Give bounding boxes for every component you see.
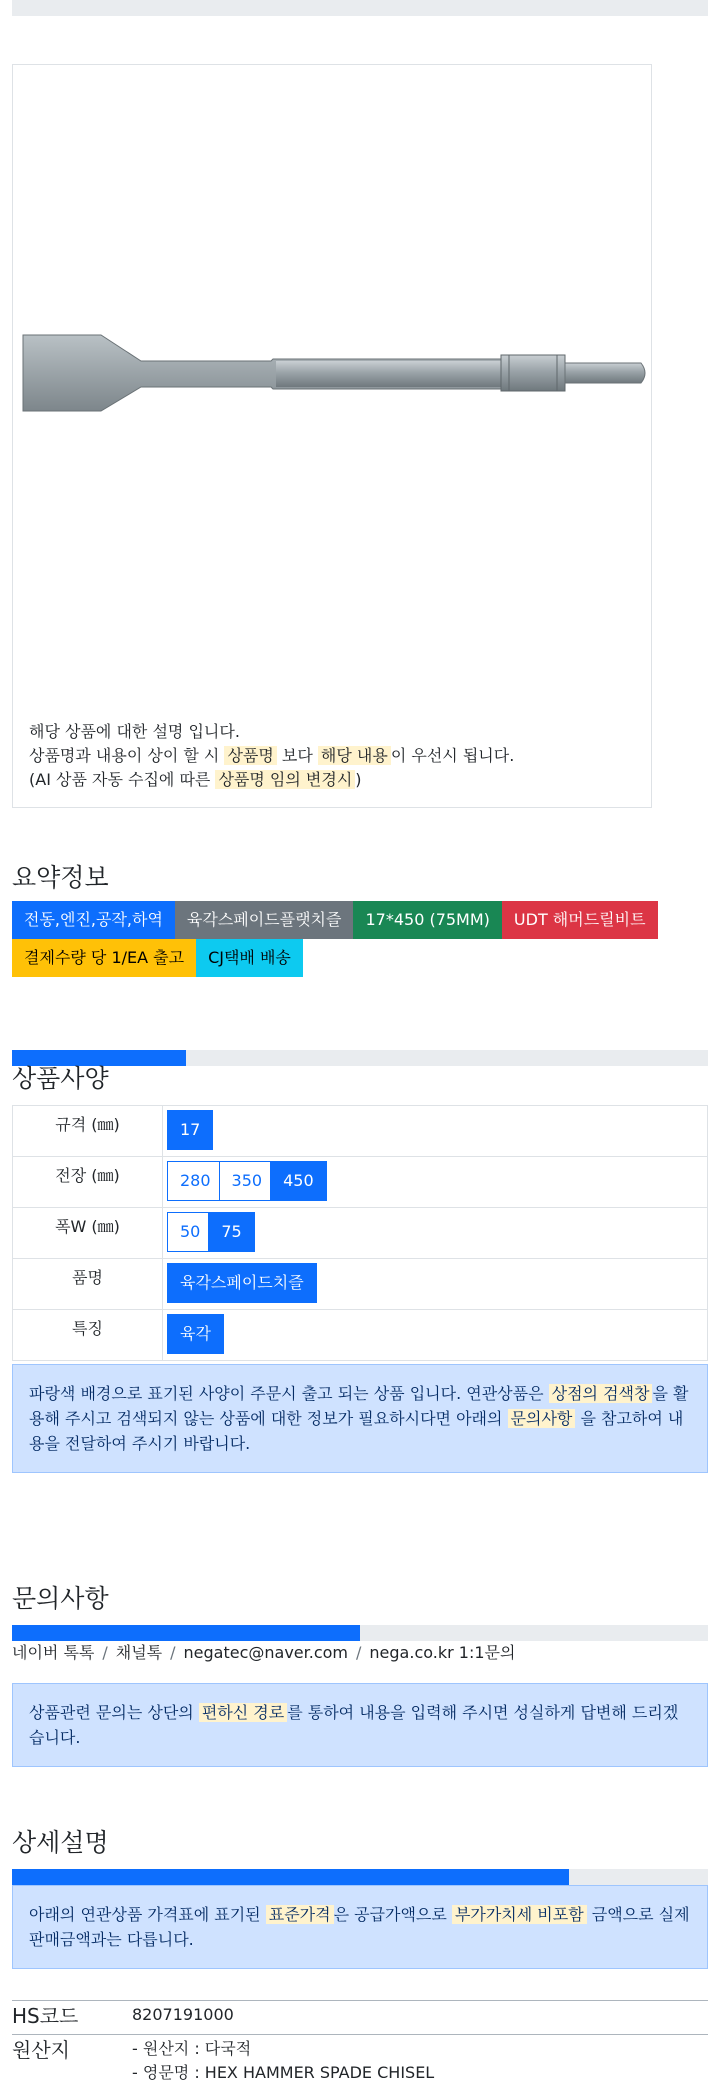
- highlight: 편하신 경로: [199, 1703, 287, 1722]
- inquiry-title: 문의사항: [12, 1584, 109, 1613]
- highlight: 상점의 검색창: [549, 1384, 653, 1403]
- spec-notice: [12, 1364, 708, 1473]
- notice-text: 상품관련 문의는 상단의: [29, 1703, 199, 1722]
- desc-line-1: 해당 상품에 대한 설명 입니다.: [29, 722, 240, 741]
- desc-line-3: [29, 768, 514, 792]
- summary-progress: [12, 1050, 708, 1066]
- notice-text: 파랑색 배경으로 표기된 사양이 주문시 출고 되는 상품 입니다. 연관상품은: [29, 1384, 549, 1403]
- spec-options: [163, 1106, 708, 1157]
- origin-label: 원산지: [12, 2038, 70, 2062]
- notice-text: 을 활용해 주시고 검색되지 않는 상품에 대한 정보가 필요하시다면 아래의: [29, 1384, 689, 1428]
- notice-text: 을 참고하여 내용을 전달하여 주시기 바랍니다.: [29, 1409, 684, 1453]
- notice-text: 를 통하여 내용을 입력해 주시면 성실하게 답변해 드리겠습니다.: [29, 1703, 679, 1747]
- highlight: 표준가격: [266, 1905, 334, 1924]
- hs-code-label: HS코드: [12, 2004, 79, 2028]
- detail-progress: [12, 1869, 708, 1885]
- spec-options: [163, 1208, 708, 1259]
- hs-code-row: [12, 2000, 708, 2031]
- summary-badge: 17*450 (75MM): [353, 901, 501, 939]
- contact-link[interactable]: 네이버 톡톡: [12, 1643, 95, 1662]
- spec-table: [12, 1105, 708, 1361]
- desc-text: 보다: [276, 746, 318, 765]
- breadcrumb-separator: /: [102, 1643, 108, 1662]
- product-image-box: [12, 64, 652, 808]
- product-description: [29, 720, 514, 792]
- highlight: 문의사항: [508, 1409, 576, 1428]
- hs-code-value: 8207191000: [132, 2005, 234, 2024]
- notice-text: 은 공급가액으로: [333, 1905, 452, 1924]
- spec-options: [163, 1259, 708, 1310]
- spec-option-button[interactable]: 17: [167, 1110, 213, 1150]
- detail-progress-fill: [12, 1869, 569, 1885]
- origin-row: [12, 2034, 708, 2082]
- contact-link[interactable]: negatec@naver.com: [183, 1643, 349, 1662]
- notice-text: 금액으로 실제 판매금액과는 다릅니다.: [29, 1905, 690, 1949]
- summary-badges: [12, 901, 712, 977]
- english-name-line: - 영문명 : HEX HAMMER SPADE CHISEL: [132, 2063, 435, 2082]
- spec-row: [13, 1310, 708, 1361]
- summary-badge: 전동,엔진,공작,하역: [12, 901, 175, 939]
- spec-options: [163, 1157, 708, 1208]
- highlight: 상품명: [224, 746, 276, 765]
- spec-row: [13, 1157, 708, 1208]
- contact-link[interactable]: nega.co.kr 1:1문의: [369, 1643, 516, 1662]
- spec-option-button[interactable]: 450: [270, 1161, 327, 1201]
- desc-text: 상품명과 내용이 상이 할 시: [29, 746, 225, 765]
- spec-option-button[interactable]: 50: [167, 1212, 213, 1252]
- summary-badge: 결제수량 당 1/EA 출고: [12, 939, 196, 977]
- highlight: 해당 내용: [318, 746, 391, 765]
- breadcrumb-separator: /: [356, 1643, 362, 1662]
- inquiry-notice: [12, 1683, 708, 1767]
- spade-chisel-image: [21, 325, 653, 425]
- desc-line-2: [29, 744, 514, 768]
- spec-table-wrap: [12, 1105, 708, 1361]
- spec-title: 상품사양: [12, 1064, 109, 1093]
- top-progress-bar: [12, 0, 708, 16]
- origin-line: - 원산지 : 다국적: [132, 2039, 252, 2058]
- detail-notice: [12, 1885, 708, 1969]
- spec-option-button[interactable]: 350: [219, 1161, 276, 1201]
- highlight: 상품명 임의 변경시: [215, 770, 355, 789]
- desc-text: (AI 상품 자동 수집에 따른: [29, 770, 216, 789]
- contact-link[interactable]: 채널톡: [115, 1643, 163, 1662]
- notice-text: 아래의 연관상품 가격표에 표기된: [29, 1905, 266, 1924]
- spec-option-button[interactable]: 육각스페이드치즐: [167, 1263, 317, 1303]
- breadcrumb-separator: /: [170, 1643, 176, 1662]
- origin-values: [132, 2035, 435, 2082]
- spec-option-button[interactable]: 육각: [167, 1314, 224, 1354]
- spec-row: [13, 1208, 708, 1259]
- summary-badge: UDT 해머드릴비트: [502, 901, 658, 939]
- spec-options: [163, 1310, 708, 1361]
- desc-text: ): [355, 770, 362, 789]
- spec-option-button[interactable]: 280: [167, 1161, 224, 1201]
- spec-row: [13, 1106, 708, 1157]
- summary-badge: 육각스페이드플랫치즐: [175, 901, 354, 939]
- desc-text: 이 우선시 됩니다.: [390, 746, 515, 765]
- spec-label: 품명: [13, 1259, 163, 1310]
- inquiry-progress: [12, 1625, 708, 1641]
- summary-title: 요약정보: [12, 863, 109, 892]
- inquiry-progress-fill: [12, 1625, 360, 1641]
- spec-label: 규격 (㎜): [13, 1106, 163, 1157]
- contact-links: [12, 1641, 515, 1665]
- spec-label: 특징: [13, 1310, 163, 1361]
- spec-row: [13, 1259, 708, 1310]
- spec-label: 폭W (㎜): [13, 1208, 163, 1259]
- detail-title: 상세설명: [12, 1828, 109, 1857]
- spec-option-button[interactable]: 75: [208, 1212, 254, 1252]
- highlight: 부가가치세 비포함: [452, 1905, 587, 1924]
- summary-badge: CJ택배 배송: [196, 939, 303, 977]
- spec-label: 전장 (㎜): [13, 1157, 163, 1208]
